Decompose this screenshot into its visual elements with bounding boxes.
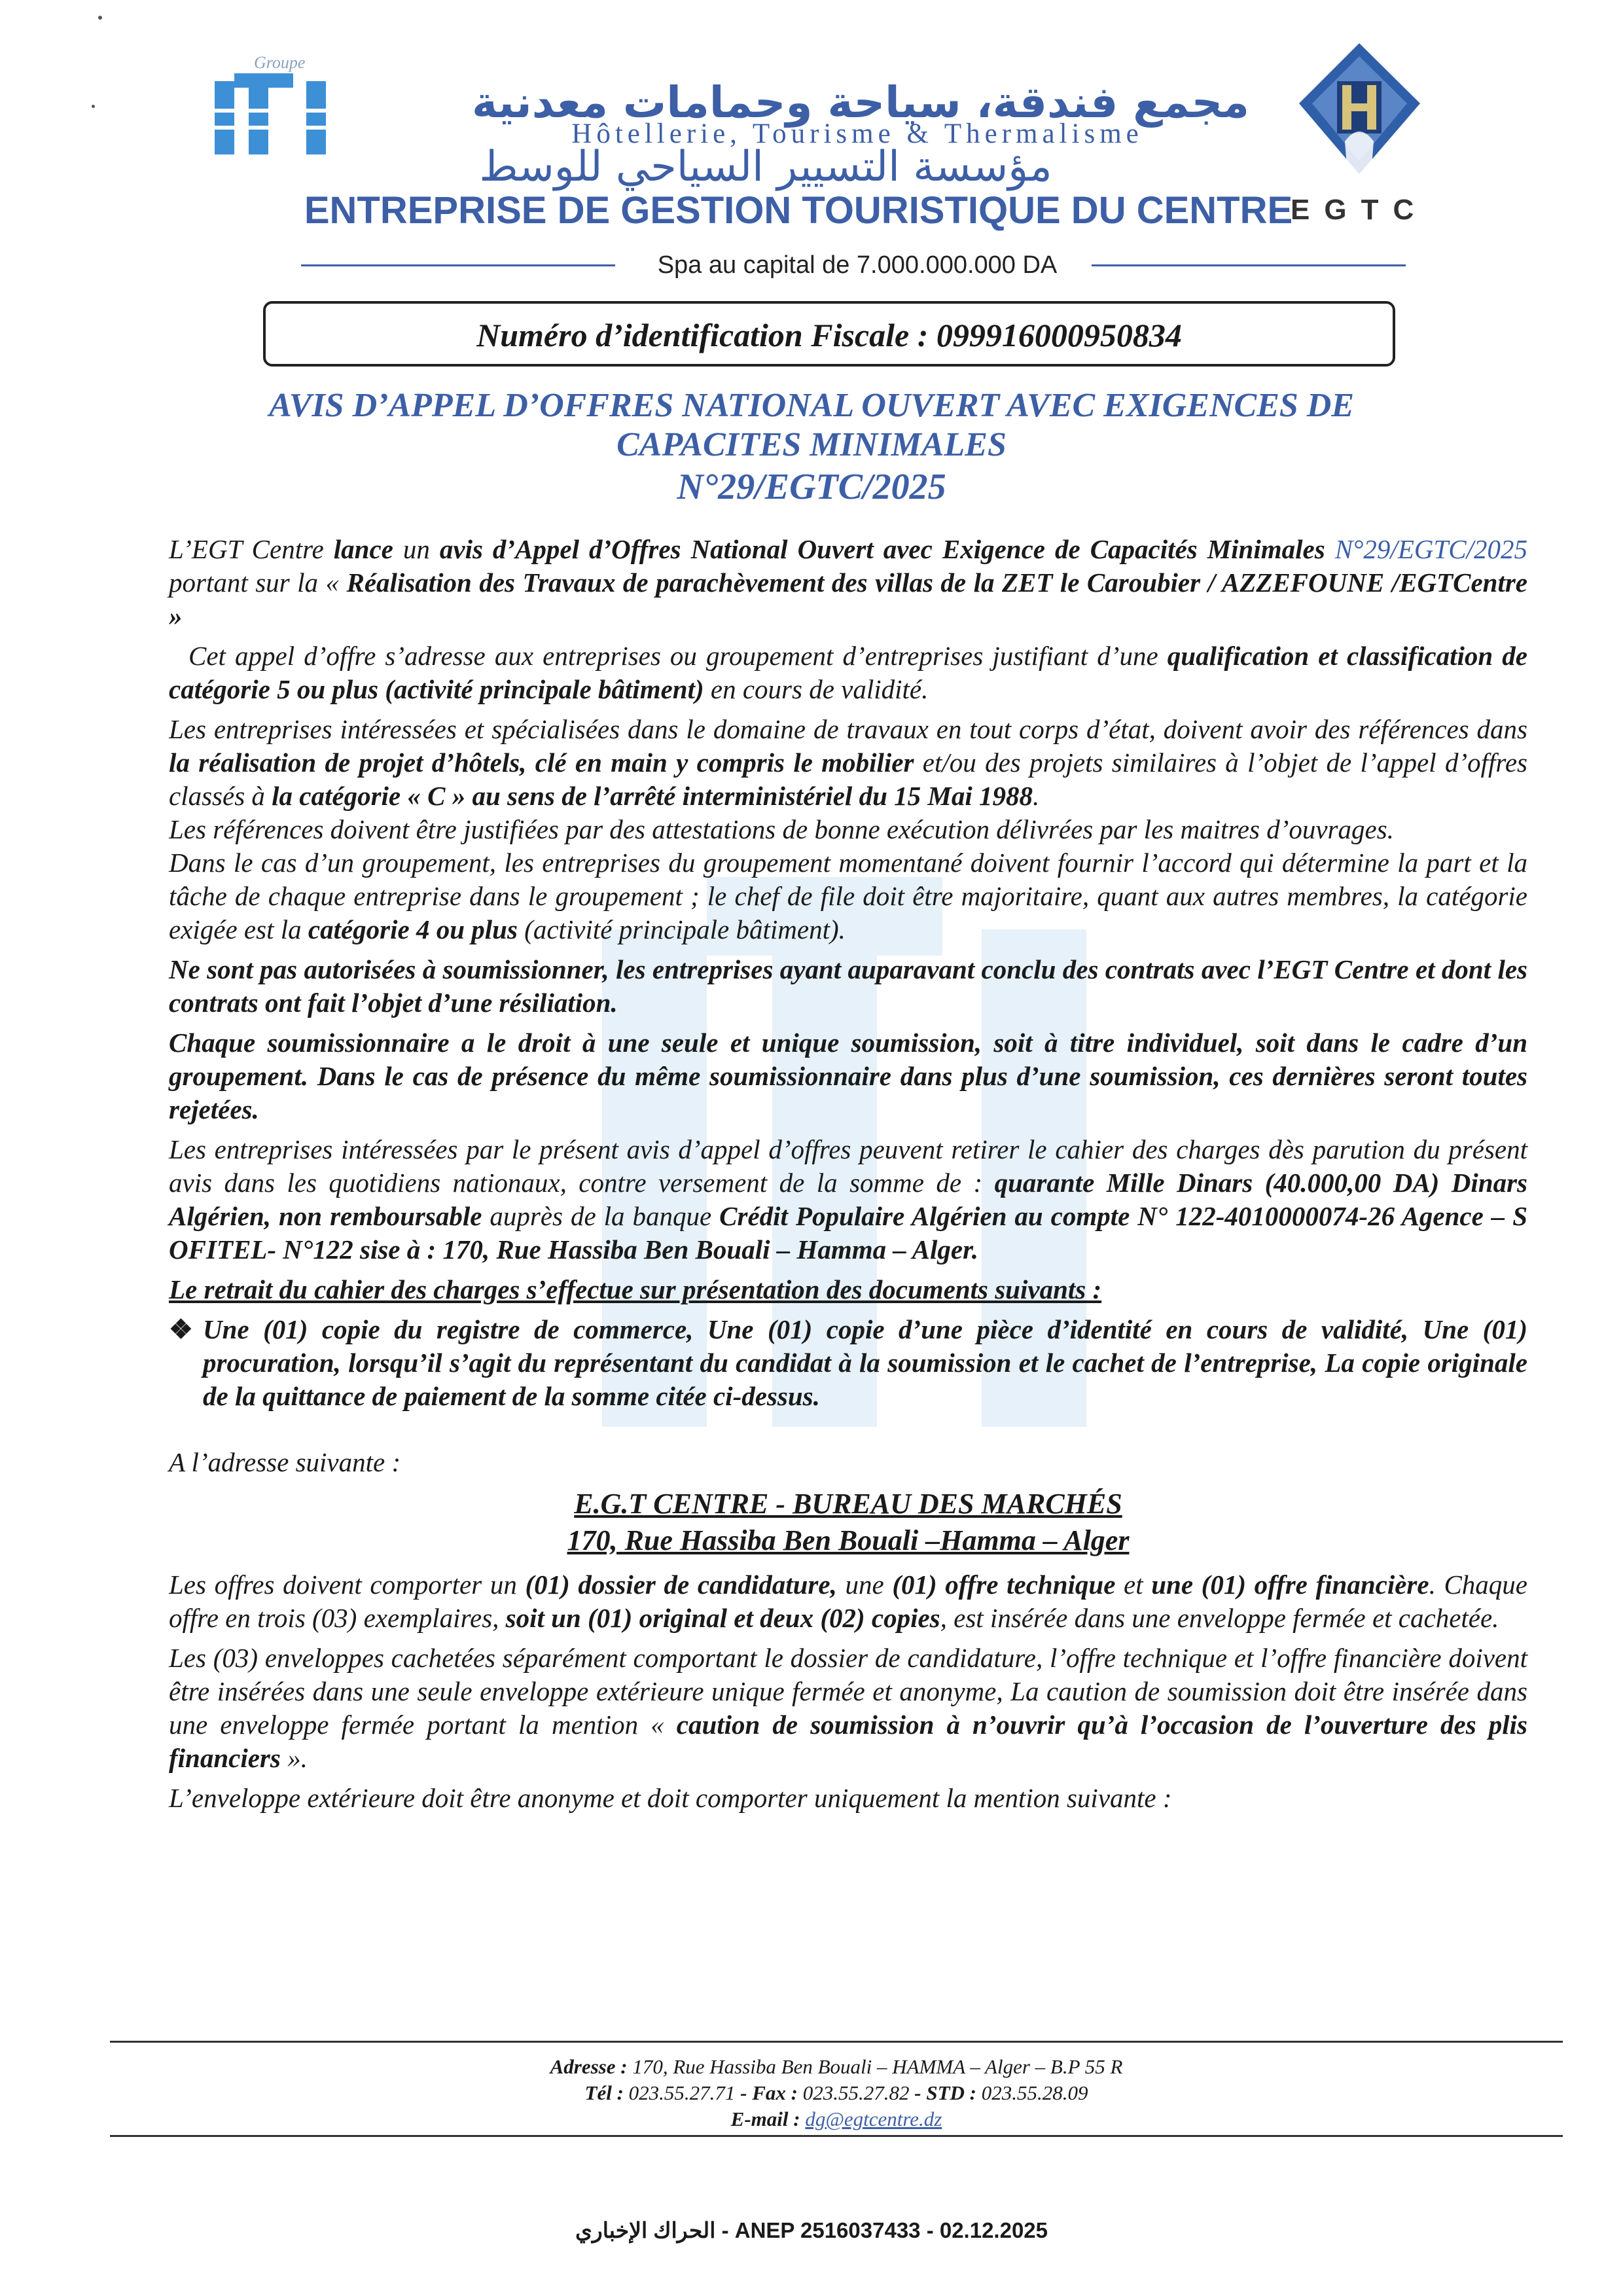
paragraph-references: Les entreprises intéressées et spécialisées dans le domaine de travaux en tout corps d’état, doivent avoir des références dans la réalisation de projet d’hôtels, clé en main y compris le mobilier et/ou des projets similaires à l’objet de l’appel d’offres classés à la catégorie « C » au sens de l’arrêté interministériel du 15 Mai 1988. [169, 714, 1527, 811]
address-intro: A l’adresse suivante : [169, 1447, 401, 1477]
notice-number: N°29/EGTC/2025 [677, 467, 946, 507]
anep-reference: الحراك الإخباري - ANEP 2516037433 - 02.12.2025 [575, 2218, 1048, 2242]
bullet-icon: ❖ [169, 1314, 193, 1344]
capital-text: Spa au capital de 7.000.000.000 DA [657, 251, 1058, 279]
documents-list-item: ❖ Une (01) copie du registre de commerce, Une (01) copie d’une pièce d’identité en cours de validité, Une (01) procuration, lorsqu’il s’agit du représentant du candidat à la soumission et le cachet de l’entreprise, La copie originale de la quittance de paiement de la somme citée ci-dessus. [169, 1313, 1527, 1413]
footer-email: E-mail : dg@egtcentre.dz [730, 2108, 942, 2130]
paragraph-qualification: Cet appel d’offre s’adresse aux entreprises ou groupement d’entreprises justifiant d’une qualification et classification de catégorie 5 ou plus (activité principale bâtiment) en cours de validité. [169, 641, 1527, 704]
paragraph-intro: L’EGT Centre lance un avis d’Appel d’Offres National Ouvert avec Exigence de Capacités Minimales N°29/EGTC/2025 portant sur la « Réalisation des Travaux de parachèvement des villas de la ZET le Caroubier / AZZEFOUNE /EGTCentre » [169, 534, 1528, 631]
egtc-logo [1299, 43, 1420, 184]
paragraph-groupement: Dans le cas d’un groupement, les entreprises du groupement momentané doivent fournir l’accord qui détermine la part et la tâche de chaque entreprise dans le groupement ; le chef de file doit être majoritaire, quant aux autres membres, la catégorie exigée est la catégorie 4 ou plus (activité principale bâtiment). [169, 848, 1527, 944]
egtc-text: EGTC [1291, 194, 1429, 226]
footer-phones: Tél : 023.55.27.71 - Fax : 023.55.27.82 - STD : 023.55.28.09 [584, 2081, 1088, 2104]
footer-divider-bottom [110, 2135, 1563, 2137]
nif-text: Numéro d’identification Fiscale : 099916000950834 [476, 317, 1182, 353]
groupe-text: Groupe [254, 54, 306, 72]
paragraph-exclusion: Ne sont pas autorisées à soumissionner, les entreprises ayant auparavant conclu des contrats avec l’EGT Centre et dont les contrats ont fait l’objet d’une résiliation. [169, 954, 1527, 1018]
divider-left [301, 264, 615, 266]
address-street: 170, Rue Hassiba Ben Bouali –Hamma – Alger [567, 1524, 1130, 1556]
notice-title [196, 386, 1427, 507]
paragraph-attestations: Les références doivent être justifiées par des attestations de bonne exécution délivrées par les maitres d’ouvrages. [169, 814, 1394, 844]
divider-right [1092, 264, 1406, 266]
arabic-group-name: مجمع فندقة، سياحة وحمامات معدنية [471, 77, 1250, 128]
footer-divider [110, 2041, 1563, 2043]
title-line-2: CAPACITES MINIMALES [616, 426, 1007, 463]
paragraph-offers: Les offres doivent comporter un (01) dossier de candidature, une (01) offre technique et une (01) offre financière. Chaque offre en trois (03) exemplaires, soit un (01) original et deux (02) copies, est insérée dans une enveloppe fermée et cachetée. [169, 1570, 1528, 1633]
paragraph-withdrawal: Les entreprises intéressées par le présent avis d’appel d’offres peuvent retirer le cahier des charges dès parution du présent avis dans les quotidiens nationaux, contre versement de la somme de : quarante Mille Dinars (40.000,00 DA) Dinars Algérien, non remboursable auprès de la banque Crédit Populaire Algérien au compte N° 122-4010000074-26 Agence – S OFITEL- N°122 sise à : 170, Rue Hassiba Ben Bouali – Hamma – Alger. [169, 1134, 1527, 1265]
paragraph-envelopes: Les (03) enveloppes cachetées séparément comportant le dossier de candidature, l’offre technique et l’offre financière doivent être insérées dans une seule enveloppe extérieure unique fermée et anonyme, La caution de soumission doit être insérée dans une enveloppe fermée portant la mention « caution de soumission à n’ouvrir qu’à l’occasion de l’ouverture des plis financiers ». [169, 1643, 1527, 1773]
notice-body [169, 533, 1527, 1821]
paragraph-outer-envelope: L’enveloppe extérieure doit être anonyme et doit comporter uniquement la mention suivante : [169, 1783, 1172, 1813]
scan-dot [92, 105, 95, 108]
address-office: E.G.T CENTRE - BUREAU DES MARCHÉS [574, 1488, 1122, 1520]
french-group-name: Hôtellerie, Tourisme & Thermalisme [571, 118, 1143, 149]
title-line-1: AVIS D’APPEL D’OFFRES NATIONAL OUVERT AVEC EXIGENCES DE [268, 387, 1355, 424]
enterprise-title: ENTREPRISE DE GESTION TOURISTIQUE DU CENTRE [304, 189, 1293, 232]
scan-dot [98, 16, 102, 20]
email-link[interactable]: dg@egtcentre.dz [805, 2108, 942, 2130]
footer-address: Adresse : 170, Rue Hassiba Ben Bouali – HAMMA – Alger – B.P 55 R [550, 2055, 1123, 2078]
iti-group-logo [208, 54, 352, 158]
paragraph-single-bid: Chaque soumissionnaire a le droit à une seule et unique soumission, soit à titre individuel, soit dans le cadre d’un groupement. Dans le cas de présence du même soumissionnaire dans plus d’une soumission, ces dernières seront toutes rejetées. [169, 1028, 1527, 1124]
arabic-enterprise-name: مؤسسة التسيير السياحي للوسط [479, 143, 1052, 191]
documents-heading: Le retrait du cahier des charges s’effectue sur présentation des documents suivants : [169, 1274, 1102, 1304]
